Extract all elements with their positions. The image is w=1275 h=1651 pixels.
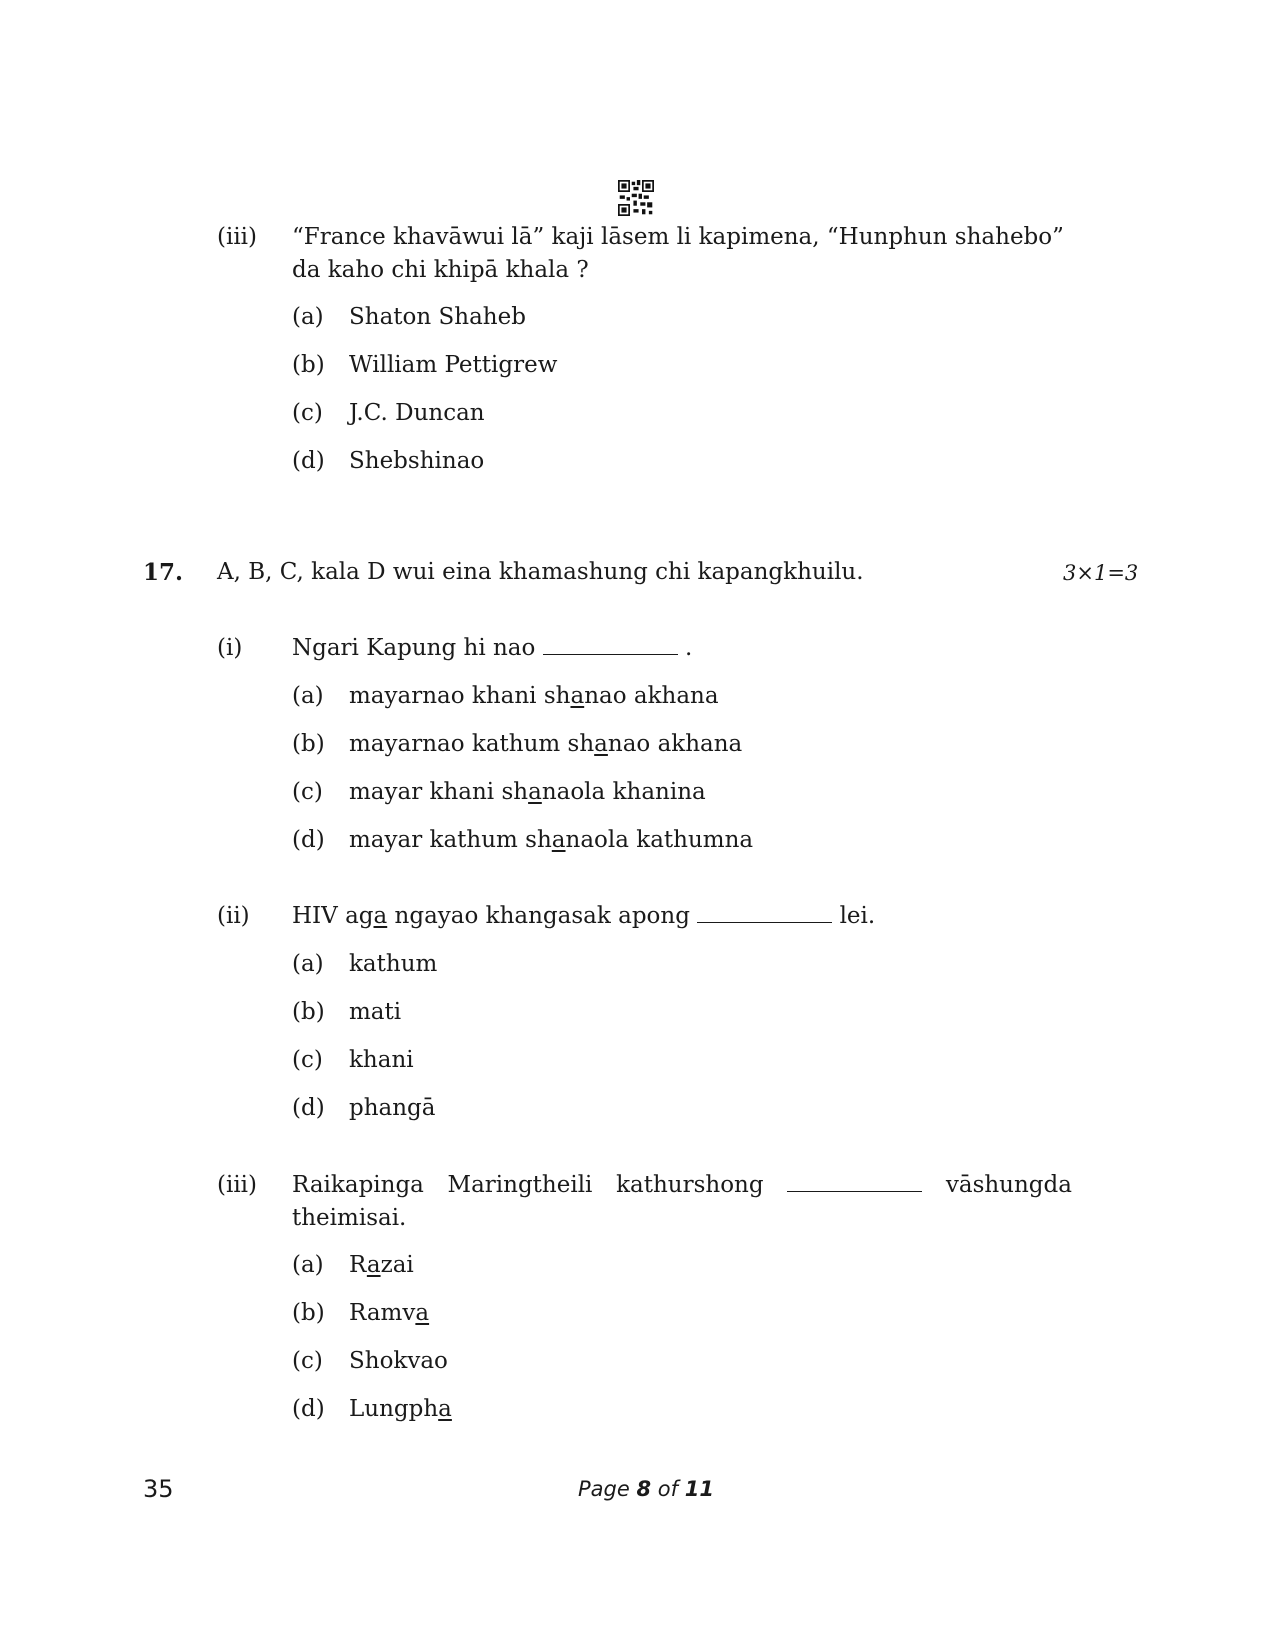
- q17-iii-option-d-label: (d): [292, 1396, 325, 1422]
- q17-i-option-d-label: (d): [292, 827, 325, 853]
- q17-iii-stem-line2: theimisai.: [292, 1205, 407, 1231]
- q17-iii-label: (iii): [217, 1172, 258, 1198]
- q17-i-stem-after: .: [684, 635, 693, 661]
- q17-i-stem-before: Ngari Kapung hi nao: [292, 635, 536, 661]
- q16-iii-option-a-text: Shaton Shaheb: [349, 304, 526, 330]
- q17-ii-option-a-text: kathum: [349, 951, 438, 977]
- q17-iii-option-b-label: (b): [292, 1300, 325, 1326]
- q17-ii-option-d-label: (d): [292, 1095, 325, 1121]
- q16-iii-label: (iii): [217, 224, 258, 250]
- q17-iii-option-a-text: Razai: [349, 1252, 414, 1278]
- q17-iii-option-d-text: Lungpha: [349, 1396, 452, 1422]
- q17-ii-option-b-text: mati: [349, 999, 402, 1025]
- q17-marks: 3×1=3: [1063, 561, 1139, 585]
- q17-i-option-b-text: mayarnao kathum shanao akhana: [349, 731, 743, 757]
- q17-iii-option-c-label: (c): [292, 1348, 323, 1374]
- q17-i-stem: [292, 632, 692, 665]
- q17-ii-option-c-text: khani: [349, 1047, 414, 1073]
- q17-i-option-a-text: mayarnao khani shanao akhana: [349, 683, 719, 709]
- q16-iii-option-b-text: William Pettigrew: [349, 352, 558, 378]
- q17-iii-option-c-text: Shokvao: [349, 1348, 448, 1374]
- q16-iii-option-a-label: (a): [292, 304, 324, 330]
- q17-iii-stem-line1: Raikapinga Maringtheili kathurshong vāshungda: [292, 1169, 1072, 1202]
- q17-ii-stem: HIV aga ngayao khangasak apong lei.: [292, 900, 875, 933]
- q16-iii-option-d-label: (d): [292, 448, 325, 474]
- q17-ii-option-a-label: (a): [292, 951, 324, 977]
- q17-i-option-b-label: (b): [292, 731, 325, 757]
- q17-i-option-c-label: (c): [292, 779, 323, 805]
- answer-blank: [543, 632, 678, 655]
- answer-blank: [787, 1169, 922, 1192]
- q16-iii-stem-line2: da kaho chi khipā khala ?: [292, 257, 589, 283]
- q17-ii-label: (ii): [217, 903, 250, 929]
- q16-iii-option-d-text: Shebshinao: [349, 448, 485, 474]
- q16-iii-option-b-label: (b): [292, 352, 325, 378]
- q16-iii-stem-line1: “France khavāwui lā” kaji lāsem li kapimena, “Hunphun shahebo”: [292, 224, 1064, 250]
- q17-i-option-c-text: mayar khani shanaola khanina: [349, 779, 706, 805]
- paper-code: 35: [143, 1475, 174, 1503]
- answer-blank: [697, 900, 832, 923]
- q17-instruction: A, B, C, kala D wui eina khamashung chi kapangkhuilu.: [217, 559, 864, 585]
- q17-ii-option-c-label: (c): [292, 1047, 323, 1073]
- q17-i-option-d-text: mayar kathum shanaola kathumna: [349, 827, 754, 853]
- question-number: 17.: [143, 559, 184, 586]
- q16-iii-option-c-text: J.C. Duncan: [349, 400, 485, 426]
- q17-i-option-a-label: (a): [292, 683, 324, 709]
- page-indicator: Page 8 of 11: [578, 1477, 714, 1501]
- q17-iii-option-b-text: Ramva: [349, 1300, 430, 1326]
- q17-iii-option-a-label: (a): [292, 1252, 324, 1278]
- q17-ii-option-d-text: phangā: [349, 1095, 436, 1121]
- q17-i-label: (i): [217, 635, 243, 661]
- qr-code-icon: [618, 180, 654, 216]
- q16-iii-option-c-label: (c): [292, 400, 323, 426]
- q17-ii-option-b-label: (b): [292, 999, 325, 1025]
